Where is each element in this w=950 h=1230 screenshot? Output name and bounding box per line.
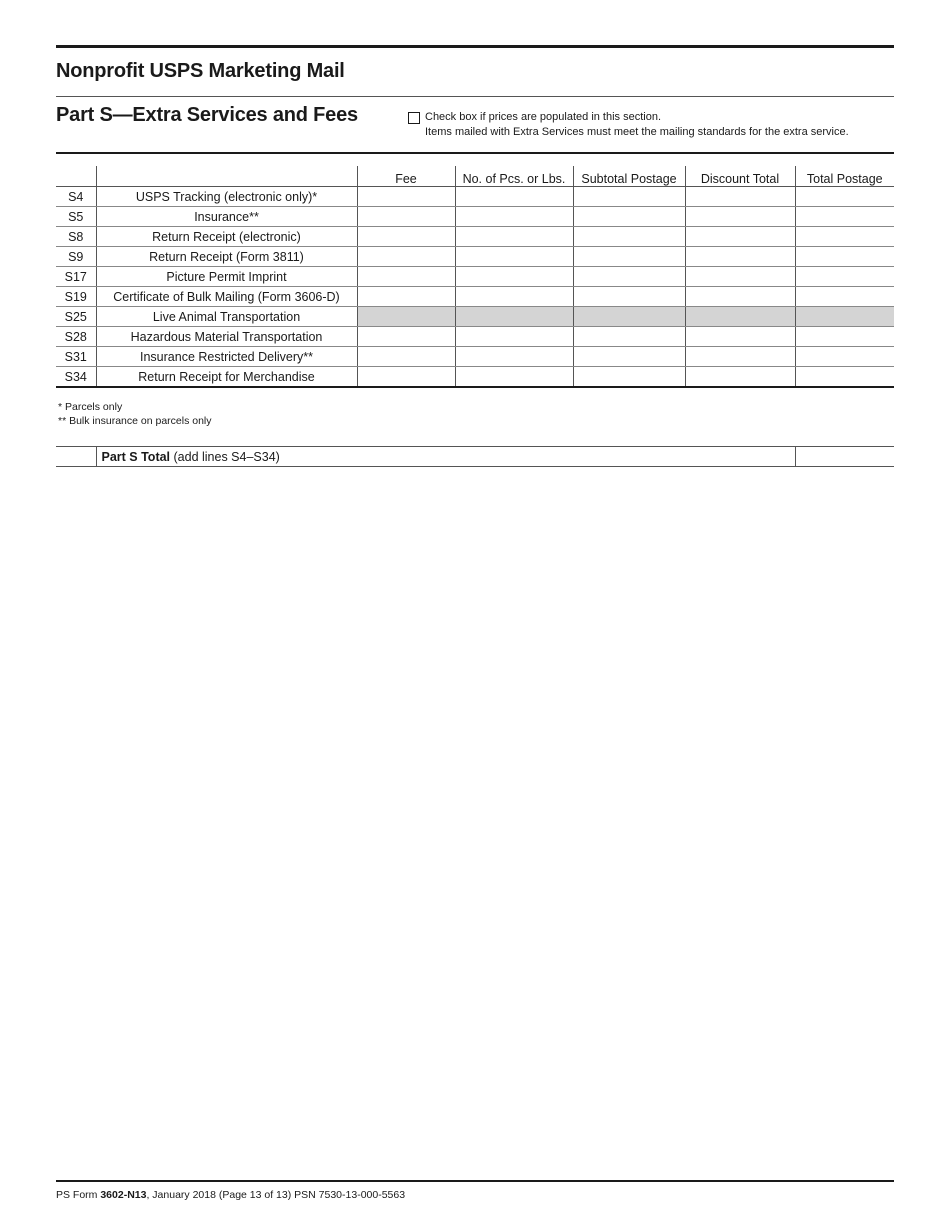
total-postage-cell[interactable]: [795, 267, 894, 287]
table-row: [56, 207, 894, 227]
discount-total-cell: [685, 307, 795, 327]
discount-total-cell[interactable]: [685, 207, 795, 227]
row-code: S8: [56, 227, 96, 247]
row-service: USPS Tracking (electronic only)*: [96, 187, 357, 207]
fee-cell[interactable]: [357, 267, 455, 287]
discount-total-cell[interactable]: [685, 327, 795, 347]
pieces-or-lbs-cell[interactable]: [455, 187, 573, 207]
total-label-rest: (add lines S4–S34): [170, 449, 280, 464]
total-postage-cell[interactable]: [795, 367, 894, 388]
bottom-rule: [56, 1180, 894, 1182]
row-service: Certificate of Bulk Mailing (Form 3606-D): [96, 287, 357, 307]
table-header-row: [56, 166, 894, 187]
fee-cell[interactable]: [357, 327, 455, 347]
total-label-bold: Part S Total: [101, 449, 171, 464]
pieces-or-lbs-cell[interactable]: [455, 207, 573, 227]
row-code: S19: [56, 287, 96, 307]
header-fee: Fee: [357, 166, 455, 187]
table-row: [56, 367, 894, 388]
part-s-total-cell[interactable]: [795, 447, 894, 467]
subtotal-postage-cell[interactable]: [573, 287, 685, 307]
fee-cell[interactable]: [357, 227, 455, 247]
top-rule: [56, 45, 894, 48]
row-code: S9: [56, 247, 96, 267]
table-row: [56, 267, 894, 287]
total-postage-cell[interactable]: [795, 347, 894, 367]
fee-cell[interactable]: [357, 247, 455, 267]
section-rule: [56, 152, 894, 154]
pieces-or-lbs-cell[interactable]: [455, 247, 573, 267]
row-code: S5: [56, 207, 96, 227]
form-title: Nonprofit USPS Marketing Mail: [56, 60, 345, 82]
header-service-blank: [96, 166, 357, 187]
footer-prefix: PS Form: [56, 1189, 101, 1201]
subtotal-postage-cell[interactable]: [573, 347, 685, 367]
row-service: Return Receipt (Form 3811): [96, 247, 357, 267]
pieces-or-lbs-cell[interactable]: [455, 347, 573, 367]
header-total-postage: Total Postage: [795, 166, 894, 187]
table-row: [56, 247, 894, 267]
discount-total-cell[interactable]: [685, 187, 795, 207]
row-service: Return Receipt (electronic): [96, 227, 357, 247]
discount-total-cell[interactable]: [685, 287, 795, 307]
table-row: [56, 287, 894, 307]
total-label: [96, 447, 795, 467]
row-code: S31: [56, 347, 96, 367]
subtotal-postage-cell[interactable]: [573, 187, 685, 207]
title-divider: [56, 96, 894, 97]
table-row: [56, 227, 894, 247]
fee-cell[interactable]: [357, 207, 455, 227]
extra-services-table: [56, 166, 894, 388]
total-postage-cell[interactable]: [795, 187, 894, 207]
footnote-parcels: * Parcels only: [58, 401, 123, 413]
subtotal-postage-cell[interactable]: [573, 327, 685, 347]
total-postage-cell[interactable]: [795, 327, 894, 347]
pieces-or-lbs-cell[interactable]: [455, 367, 573, 388]
extra-services-note: Items mailed with Extra Services must meet the mailing standards for the extra service.: [425, 126, 849, 138]
fee-cell[interactable]: [357, 287, 455, 307]
pieces-or-lbs-cell[interactable]: [455, 267, 573, 287]
checkbox-label: Check box if prices are populated in this section.: [425, 111, 662, 123]
row-service: Picture Permit Imprint: [96, 267, 357, 287]
part-title: Part S—Extra Services and Fees: [56, 104, 358, 126]
part-s-total-row: [56, 447, 894, 467]
total-postage-cell[interactable]: [795, 227, 894, 247]
fee-cell[interactable]: [357, 367, 455, 388]
row-code: S34: [56, 367, 96, 388]
row-service: Live Animal Transportation: [96, 307, 357, 327]
pieces-or-lbs-cell[interactable]: [455, 327, 573, 347]
fee-cell[interactable]: [357, 347, 455, 367]
table-row: [56, 347, 894, 367]
subtotal-postage-cell[interactable]: [573, 367, 685, 388]
subtotal-postage-cell[interactable]: [573, 227, 685, 247]
subtotal-postage-cell[interactable]: [573, 207, 685, 227]
table-row: [56, 307, 894, 327]
row-code: S25: [56, 307, 96, 327]
row-code: S4: [56, 187, 96, 207]
discount-total-cell[interactable]: [685, 247, 795, 267]
subtotal-postage-cell[interactable]: [573, 267, 685, 287]
fee-cell[interactable]: [357, 187, 455, 207]
row-code: S17: [56, 267, 96, 287]
discount-total-cell[interactable]: [685, 367, 795, 388]
row-service: Insurance Restricted Delivery**: [96, 347, 357, 367]
row-service: Return Receipt for Merchandise: [96, 367, 357, 388]
header-discount-total: Discount Total: [685, 166, 795, 187]
discount-total-cell[interactable]: [685, 227, 795, 247]
pieces-or-lbs-cell: [455, 307, 573, 327]
row-service: Insurance**: [96, 207, 357, 227]
pieces-or-lbs-cell[interactable]: [455, 287, 573, 307]
subtotal-postage-cell: [573, 307, 685, 327]
fee-cell: [357, 307, 455, 327]
pieces-or-lbs-cell[interactable]: [455, 227, 573, 247]
table-row: [56, 327, 894, 347]
total-postage-cell[interactable]: [795, 287, 894, 307]
discount-total-cell[interactable]: [685, 347, 795, 367]
form-footer: [56, 1189, 405, 1201]
table-row: [56, 187, 894, 207]
total-postage-cell[interactable]: [795, 207, 894, 227]
footnote-bulk-insurance: ** Bulk insurance on parcels only: [58, 415, 212, 427]
prices-populated-checkbox[interactable]: [408, 112, 420, 124]
header-subtotal-postage: Subtotal Postage: [573, 166, 685, 187]
part-s-total-table: [56, 446, 894, 467]
footer-form-number: 3602-N13: [100, 1189, 147, 1201]
total-code-blank: [56, 447, 96, 467]
header-code-blank: [56, 166, 96, 187]
footer-suffix: , January 2018 (Page 13 of 13) PSN 7530-13-000-5563: [146, 1189, 406, 1201]
row-code: S28: [56, 327, 96, 347]
subtotal-postage-cell[interactable]: [573, 247, 685, 267]
discount-total-cell[interactable]: [685, 267, 795, 287]
total-postage-cell[interactable]: [795, 247, 894, 267]
row-service: Hazardous Material Transportation: [96, 327, 357, 347]
header-pieces-or-lbs: No. of Pcs. or Lbs.: [455, 166, 573, 187]
total-postage-cell: [795, 307, 894, 327]
